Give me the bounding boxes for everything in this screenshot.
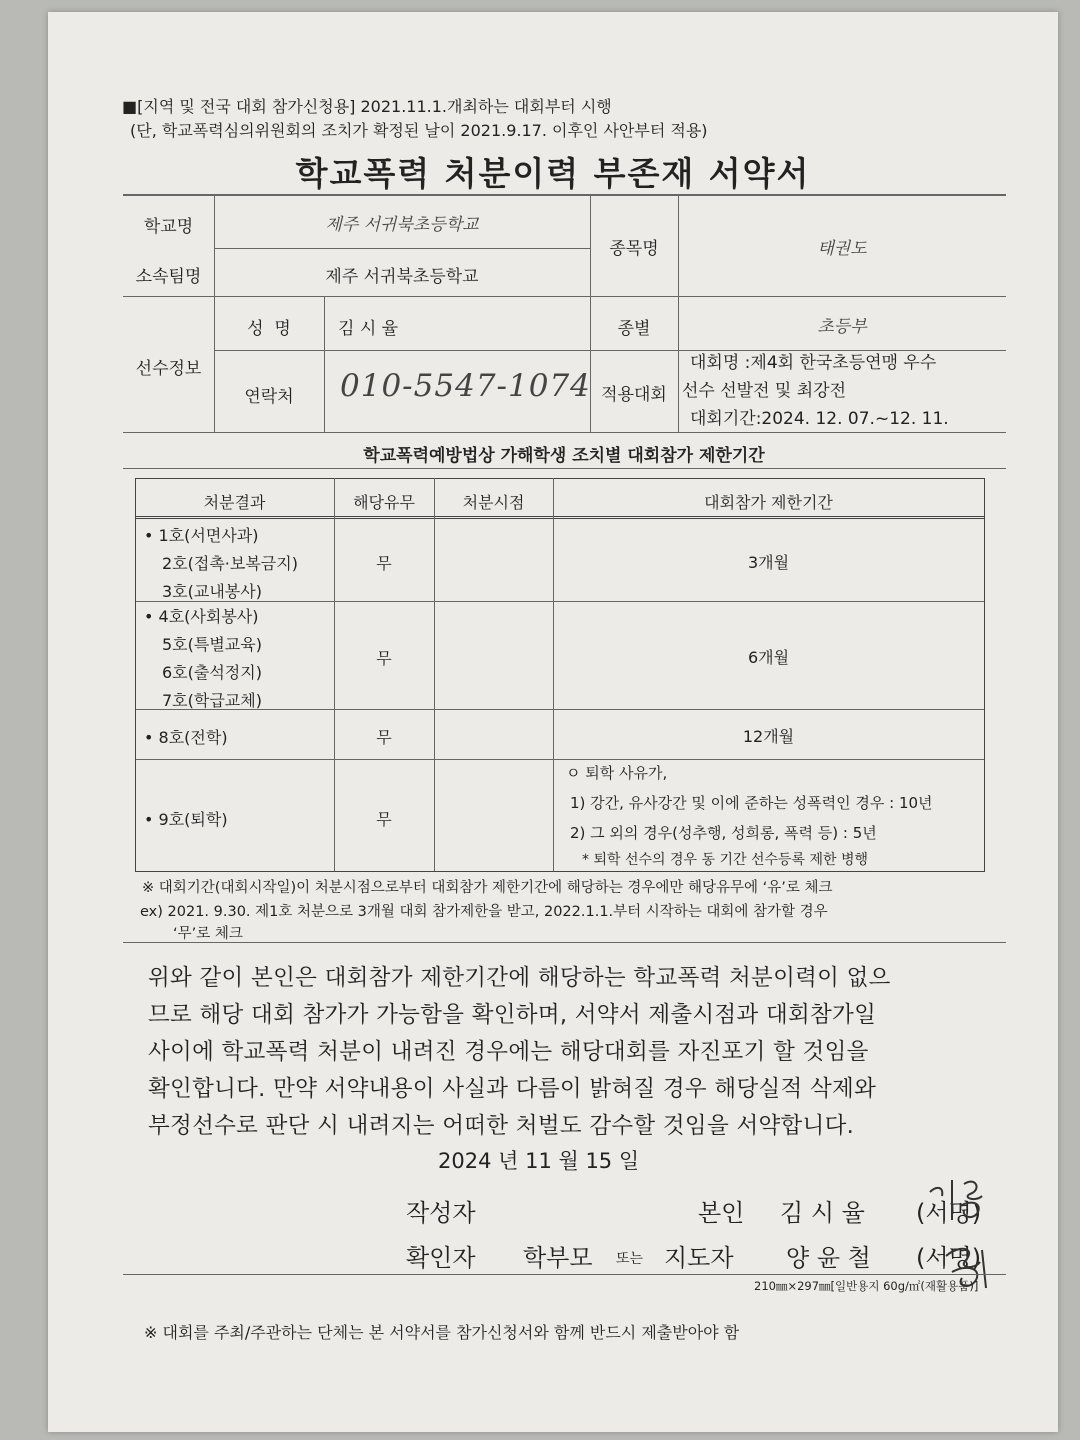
- table-row-4-item-1: • 9호(퇴학): [144, 810, 228, 829]
- pledge-line-2: 므로 해당 대회 참가가 가능함을 확인하며, 서약서 제출시점과 대회참가일: [148, 1002, 877, 1028]
- table-row-3-item-1: • 8호(전학): [144, 728, 228, 747]
- table-row-2-item-1: • 4호(사회봉사): [144, 607, 259, 626]
- event-label: 종목명: [609, 239, 659, 259]
- table-row-1-item-3: 3호(교내봉사): [162, 582, 262, 601]
- confirmer-label: 확인자: [406, 1244, 476, 1272]
- team-value: 제주 서귀북초등학교: [325, 267, 479, 287]
- expulsion-note-2: 1) 강간, 유사강간 및 이에 준하는 성폭력인 경우 : 10년: [570, 794, 933, 812]
- table-row-4-applicable: 무: [376, 810, 392, 829]
- competition-period: 대회기간:2024. 12. 07.~12. 11.: [690, 409, 949, 429]
- contact-value: 010-5547-1074: [340, 368, 591, 404]
- note-3: ‘무’로 체크: [173, 926, 243, 942]
- writer-label: 작성자: [406, 1199, 476, 1227]
- pledge-line-1: 위와 같이 본인은 대회참가 제한기간에 해당하는 학교폭력 처분이력이 없으: [148, 965, 891, 991]
- column-header-result: 처분결과: [203, 493, 266, 512]
- column-header-period: 대회참가 제한기간: [704, 493, 833, 512]
- footer-note: ※ 대회를 주최/주관하는 단체는 본 서약서를 참가신청서와 함께 반드시 제출받아야 함: [144, 1323, 740, 1342]
- column-header-date: 처분시점: [462, 493, 525, 512]
- name-label: 성 명: [247, 319, 291, 339]
- expulsion-note-1: ㅇ 퇴학 사유가,: [566, 764, 668, 782]
- competition-name-line-1: 대회명 :제4회 한국초등연맹 우수: [690, 353, 937, 373]
- table-row-3-applicable: 무: [376, 728, 392, 747]
- division-label: 종별: [617, 319, 651, 339]
- table-row-2-period: 6개월: [747, 648, 790, 667]
- table-row-3-period: 12개월: [742, 727, 795, 746]
- name-value: 김 시 율: [338, 319, 399, 339]
- expulsion-note-4: * 퇴학 선수의 경우 동 기간 선수등록 제한 병행: [582, 852, 869, 868]
- table-row-2-item-4: 7호(학급교체): [162, 691, 262, 710]
- header-line-1: ■[지역 및 전국 대회 참가신청용] 2021.11.1.개최하는 대회부터 시행: [122, 97, 612, 116]
- pledge-text: [148, 960, 998, 1145]
- coach-label: 지도자: [664, 1244, 734, 1272]
- table-row-2-item-2: 5호(특별교육): [162, 635, 262, 654]
- paper-spec: 210㎜×297㎜[일반용지 60g/㎡(재활용품)]: [754, 1279, 979, 1293]
- table-row-1-period: 3개월: [747, 553, 790, 572]
- note-1: ※ 대회기간(대회시작일)이 처분시점으로부터 대회참가 제한기간에 해당하는 경우에만 해당유무에 ‘유’로 체크: [142, 880, 833, 896]
- column-header-applicable: 해당유무: [353, 493, 415, 512]
- table-row-1-item-2: 2호(접촉·보복금지): [162, 554, 298, 573]
- school-value: 제주 서귀북초등학교: [325, 215, 479, 235]
- table-row-1-applicable: 무: [376, 554, 392, 573]
- competition-name-line-2: 선수 선발전 및 최강전: [682, 381, 847, 401]
- pledge-line-4: 확인합니다. 만약 서약내용이 사실과 다름이 밝혀질 경우 해당실적 삭제와: [148, 1076, 877, 1102]
- competition-label: 적용대회: [601, 385, 667, 405]
- event-value: 태권도: [817, 239, 867, 259]
- expulsion-note-3: 2) 그 외의 경우(성추행, 성희롱, 폭력 등) : 5년: [570, 824, 877, 842]
- pledge-line-3: 사이에 학교폭력 처분이 내려진 경우에는 해당대회를 자진포기 할 것임을: [148, 1039, 869, 1065]
- division-value: 초등부: [817, 317, 867, 337]
- team-label: 소속팀명: [135, 267, 202, 287]
- athlete-info-label: 선수정보: [135, 359, 202, 379]
- coach-name: 양 윤 철: [786, 1244, 871, 1272]
- parent-label: 학부모: [523, 1244, 593, 1272]
- table-row-1-item-1: • 1호(서면사과): [144, 526, 259, 545]
- pledge-line-5: 부정선수로 판단 시 내려지는 어떠한 처벌도 감수할 것임을 서약합니다.: [148, 1113, 855, 1139]
- table-row-2-applicable: 무: [376, 649, 392, 668]
- contact-label: 연락처: [244, 387, 294, 407]
- self-signature-mark: [916, 1172, 996, 1232]
- pledge-document: [48, 12, 1058, 1432]
- self-name: 김 시 율: [780, 1199, 865, 1227]
- or-label: 또는: [616, 1251, 644, 1267]
- pledge-date: 2024 년 11 월 15 일: [438, 1149, 640, 1173]
- self-signature-label: (서명): [916, 1199, 982, 1227]
- document-title: 학교폭력 처분이력 부존재 서약서: [295, 154, 811, 193]
- coach-signature-label: (서명): [916, 1244, 982, 1272]
- section-title: 학교폭력예방법상 가해학생 조치별 대회참가 제한기간: [363, 446, 765, 466]
- school-label: 학교명: [143, 217, 194, 237]
- note-2: ex) 2021. 9.30. 제1호 처분으로 3개월 대회 참가제한을 받고, 2022.1.1.부터 시작하는 대회에 참가할 경우: [140, 904, 828, 920]
- self-label: 본인: [698, 1199, 745, 1227]
- header-line-2: (단, 학교폭력심의위원회의 조치가 확정된 날이 2021.9.17. 이후인 사안부터 적용): [130, 121, 708, 140]
- table-row-2-item-3: 6호(출석정지): [162, 663, 262, 682]
